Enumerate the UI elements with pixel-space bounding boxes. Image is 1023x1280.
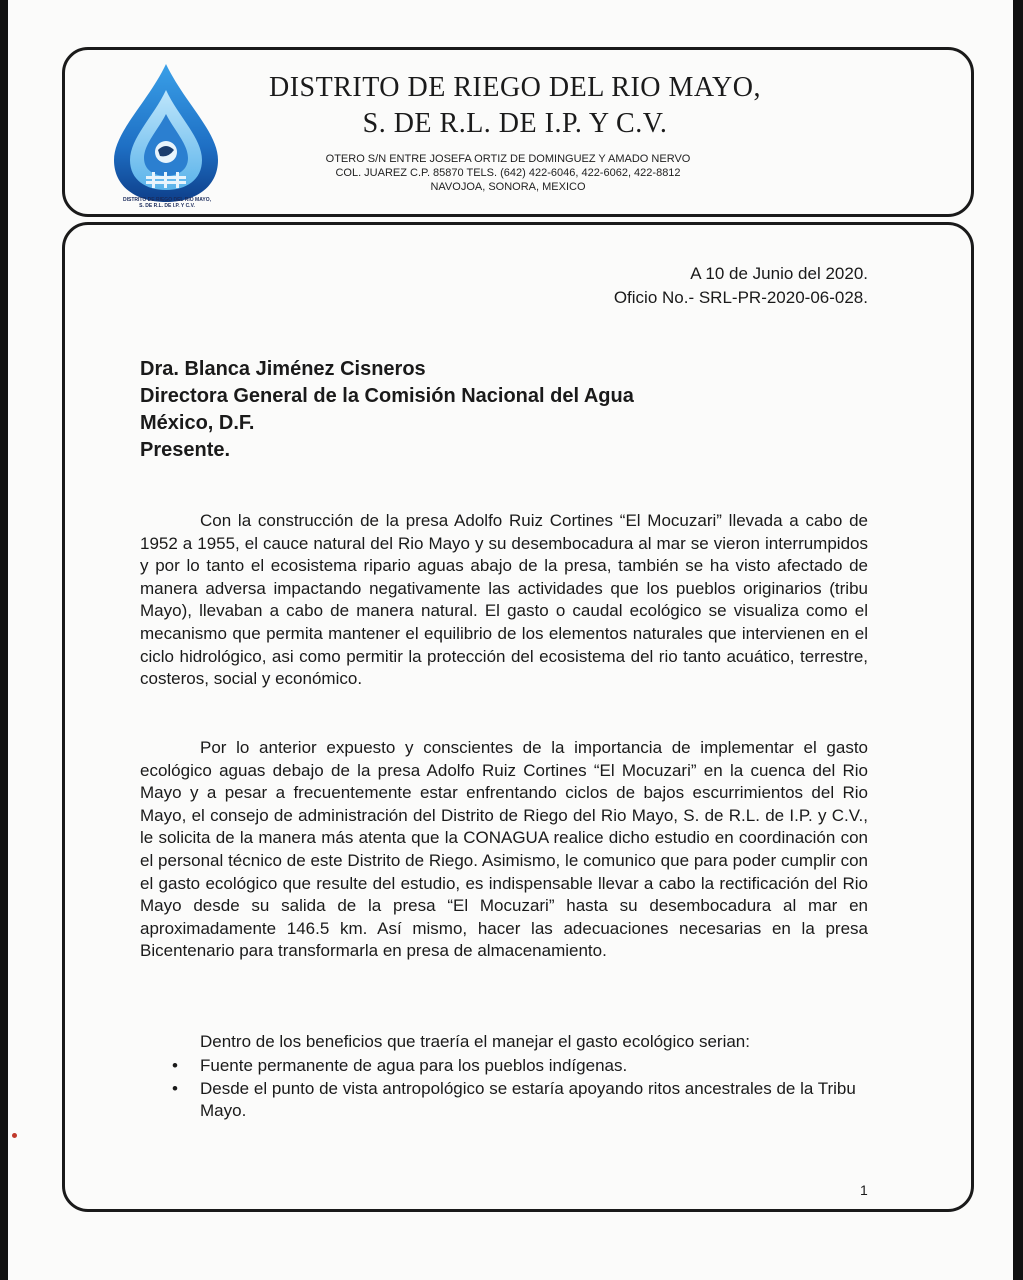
logo-caption bbox=[108, 197, 226, 209]
page-number: 1 bbox=[860, 1182, 868, 1198]
organization-name-line1: DISTRITO DE RIEGO DEL RIO MAYO, bbox=[268, 72, 761, 103]
organization-name bbox=[200, 70, 830, 142]
logo-caption-line1: DISTRITO DE RIEGO DEL RIO MAYO, bbox=[123, 197, 211, 203]
recipient-title: Directora General de la Comisión Nacional del Agua bbox=[140, 385, 634, 407]
organization-address bbox=[258, 152, 758, 194]
date-block bbox=[614, 262, 868, 310]
organization-name-line2: S. DE R.L. DE I.P. Y C.V. bbox=[362, 108, 668, 139]
logo-caption-line2: S. DE R.L. DE I.P. Y C.V. bbox=[139, 203, 195, 209]
recipient-location: México, D.F. bbox=[140, 412, 255, 434]
body-paragraph-3: Dentro de los beneficios que traería el manejar el gasto ecológico serian: bbox=[200, 1032, 750, 1051]
recipient-greeting: Presente. bbox=[140, 439, 231, 461]
letter-reference: Oficio No.- SRL-PR-2020-06-028. bbox=[613, 288, 868, 307]
recipient-name: Dra. Blanca Jiménez Cisneros bbox=[140, 358, 426, 380]
benefits-list bbox=[168, 1055, 868, 1123]
body-paragraph-2: Por lo anterior expuesto y conscientes de la importancia de implementar el gasto ecológico aguas debajo de la presa Adolfo Ruiz Cortines “El Mocuzari” en la cuenca del Rio Mayo y a pesar a frecuentemente estar enfrentando ciclos de bajos escurrimientos del Rio Mayo, el consejo de administración del Distrito de Riego del Rio Mayo, S. de R.L. de I.P. y C.V., le solicita de la manera más atenta que la CONAGUA realice dicho estudio en coordinación con el personal técnico de este Distrito de Riego. Asimismo, le comunico que para poder cumplir con el gasto ecológico que resulte del estudio, es indispensable llevar a cabo la rectificación del Rio Mayo desde su salida de la presa “El Mocuzari” hasta su desembocadura al mar en aproximadamente 146.5 km. Así mismo, hacer las adecuaciones necesarias en la presa Bicentenario para transformarla en presa de almacenamiento. bbox=[140, 738, 868, 961]
letter-date: A 10 de Junio del 2020. bbox=[690, 264, 868, 283]
benefit-text: Fuente permanente de agua para los pueblos indígenas. bbox=[200, 1056, 628, 1075]
address-line1: OTERO S/N ENTRE JOSEFA ORTIZ DE DOMINGUEZ Y AMADO NERVO bbox=[325, 153, 691, 165]
recipient-block bbox=[140, 356, 634, 464]
benefit-text: Desde el punto de vista antropológico se estaría apoyando ritos ancestrales de la Tribu Mayo. bbox=[200, 1078, 856, 1121]
address-line2: COL. JUAREZ C.P. 85870 TELS. (642) 422-6046, 422-6062, 422-8812 bbox=[335, 167, 681, 179]
address-line3: NAVOJOA, SONORA, MEXICO bbox=[430, 181, 586, 193]
body-paragraph-1: Con la construcción de la presa Adolfo Ruiz Cortines “El Mocuzari” llevada a cabo de 1952 a 1955, el cauce natural del Rio Mayo y su desembocadura al mar se vieron interrumpidos y por lo tanto el ecosistema ripario aguas abajo de la presa, también se ha visto afectado de manera adversa impactando negativamente las actividades que los pueblos originarios (tribu Mayo), llevaban a cabo de manera natural. El gasto o caudal ecológico se visualiza como el mecanismo que permita mantener el equilibrio de los elementos naturales que intervienen en el ciclo hidrológico, asi como permitir la protección del ecosistema del rio tanto acuático, terrestre, costeros, social y económico. bbox=[140, 511, 868, 689]
scan-speck bbox=[12, 1133, 17, 1138]
list-item bbox=[168, 1055, 868, 1078]
list-item bbox=[168, 1078, 868, 1123]
bullet-icon: • bbox=[172, 1056, 178, 1075]
bullet-icon: • bbox=[172, 1078, 178, 1098]
